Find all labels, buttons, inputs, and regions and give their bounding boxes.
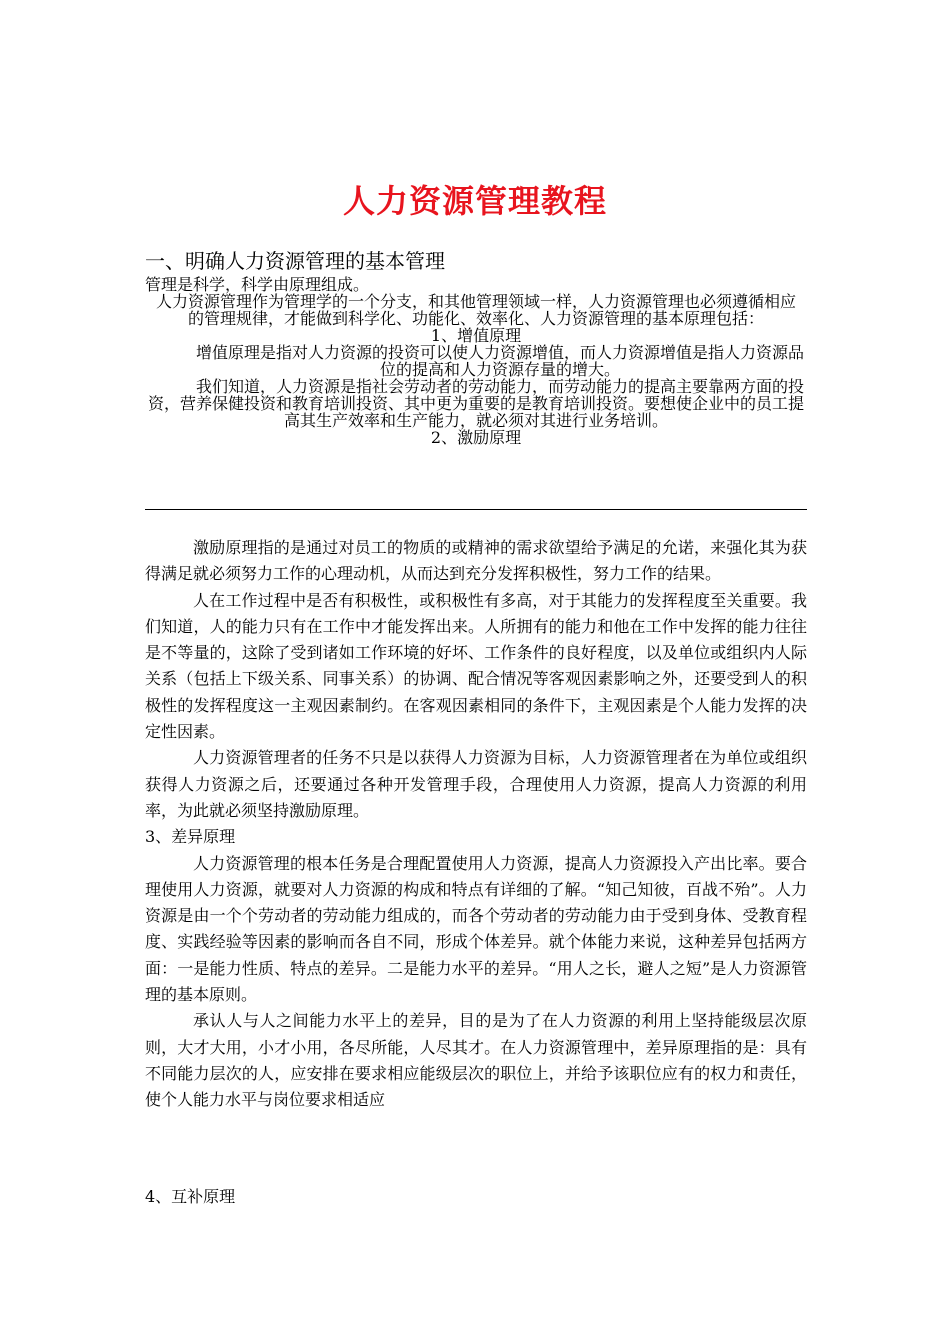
principle-4-section — [145, 1184, 807, 1210]
principle-2-paragraph-3: 人力资源管理者的任务不只是以获得人力资源为目标，人力资源管理者在为单位或组织获得人力资源之后，还要通过各种开发管理手段，合理使用人力资源，提高人力资源的利用率，为此就必须坚持激励原理。 — [145, 748, 807, 820]
horizontal-rule — [145, 509, 807, 510]
principle-3-paragraph-2: 承认人与人之间能力水平上的差异，目的是为了在人力资源的利用上坚持能级层次原则，大才大用，小才小用，各尽所能，人尽其才。在人力资源管理中，差异原理指的是：具有不同能力层次的人，应安排在要求相应能级层次的职位上，并给予该职位应有的权力和责任，使个人能力水平与岗位要求相适应 — [145, 1011, 807, 1110]
principle-2-body — [145, 535, 807, 1114]
section-1-content — [145, 276, 807, 446]
principle-1-paragraph-2: 我们知道，人力资源是指社会劳动者的劳动能力，而劳动能力的提高主要靠两方面的投资，营养保健投资和教育培训投资、其中更为重要的是教育培训投资。要想使企业中的员工提高其生产效率和生产能力，就必须对其进行业务培训。 — [147, 377, 804, 430]
principle-1-paragraph-1: 增值原理是指对人力资源的投资可以使人力资源增值，而人力资源增值是指人力资源品位的提高和人力资源存量的增大。 — [195, 343, 804, 379]
principle-2-paragraph-1: 激励原理指的是通过对员工的物质的或精神的需求欲望给予满足的允诺，来强化其为获得满足就必须努力工作的心理动机，从而达到充分发挥积极性，努力工作的结果。 — [145, 538, 807, 584]
principle-3-paragraph-1: 人力资源管理的根本任务是合理配置使用人力资源，提高人力资源投入产出比率。要合理使用人力资源，就要对人力资源的构成和特点有详细的了解。“知己知彼，百战不殆”。人力资源是由一个个劳动者的劳动能力组成的，而各个劳动者的劳动能力由于受到身体、受教育程度、实践经验等因素的影响而各自不同，形成个体差异。就个体能力来说，这种差异包括两方面：一是能力性质、特点的差异。二是能力水平的差异。“用人之长，避人之短”是人力资源管理的基本原则。 — [145, 853, 807, 1005]
intro-paragraph: 人力资源管理作为管理学的一个分支，和其他管理领域一样，人力资源管理也必须遵循相应的管理规律，才能做到科学化、功能化、效率化、人力资源管理的基本原理包括： — [155, 292, 796, 328]
intro-line: 管理是科学，科学由原理组成。 — [145, 275, 370, 294]
principle-2-heading: 2、激励原理 — [430, 428, 522, 447]
section-heading-1: 一、明确人力资源管理的基本管理 — [145, 249, 445, 273]
principle-2-paragraph-2: 人在工作过程中是否有积极性，或积极性有多高，对于其能力的发挥程度至关重要。我们知道，人的能力只有在工作中才能发挥出来。人所拥有的能力和他在工作中发挥的能力往往是不等量的，这除了受到诸如工作环境的好坏、工作条件的良好程度，以及单位或组织内人际关系（包括上下级关系、同事关系）的协调、配合情况等客观因素影响之外，还要受到人的积极性的发挥程度这一主观因素制约。在客观因素相同的条件下，主观因素是个人能力发挥的决定性因素。 — [145, 590, 807, 742]
principle-3-heading: 3、差异原理 — [145, 827, 236, 847]
document-title: 人力资源管理教程 — [342, 182, 607, 220]
principle-4-heading: 4、互补原理 — [145, 1187, 236, 1206]
principle-1-heading: 1、增值原理 — [430, 326, 522, 345]
